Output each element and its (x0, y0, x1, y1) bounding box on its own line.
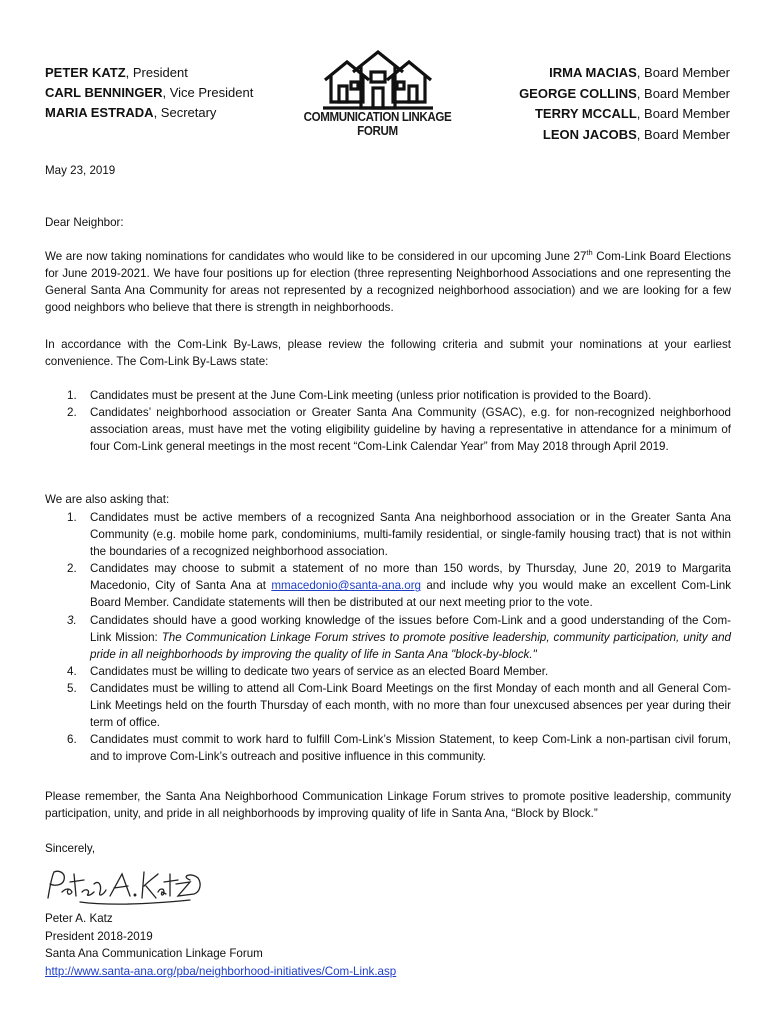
logo-wordmark: COMMUNICATION LINKAGE FORUM (303, 110, 452, 138)
officers-list (45, 63, 253, 123)
list-item: 5. Candidates must be willing to attend all Com-Link Board Meetings on the first Monday of each month and all General Com-Link Meetings held on the fourth Thursday of each month, with no more than four unexcused absences per year during their term of office. (67, 681, 731, 730)
board-member: LEON JACOBS, Board Member (542, 126, 730, 142)
signature-image (40, 862, 210, 910)
signer-title: President 2018-2019 (45, 929, 153, 943)
board-member: GEORGE COLLINS, Board Member (519, 85, 730, 101)
com-link-logo (285, 50, 470, 138)
list-item: 3. Candidates should have a good working knowledge of the issues before Com-Link and a good understanding of the Com-Link Mission: The Communication Linkage Forum strives to promote positive leadership, community participation, unity and pride in all neighborhoods by improving the quality of life in Santa Ana "block-by-block." (67, 613, 731, 661)
organization-name: Santa Ana Communication Linkage Forum (45, 947, 263, 960)
bylaws-list (45, 387, 731, 455)
list-item: 6. Candidates must commit to work hard to fulfill Com-Link’s Mission Statement, to keep Com-Link a non-partisan civil forum, and to improve Com-Link’s outreach and positive influence in this community. (67, 733, 731, 764)
list-item: 1. Candidates must be active members of a recognized Santa Ana neighborhood association or in the Greater Santa Ana Community (e.g. mobile home park, condominiums, multi-family residential, or single-family housing tract) that is not within the boundaries of a recognized neighborhood association. (67, 511, 731, 559)
salutation: Dear Neighbor: (45, 216, 124, 229)
board-member: TERRY MCCALL, Board Member (534, 106, 730, 121)
closing-paragraph: Please remember, the Santa Ana Neighborhood Communication Linkage Forum strives to promote positive leadership, community participation, unity, and pride in all neighborhoods by improving quality of life in Santa Ana, “Block by Block.” (45, 790, 731, 821)
letter-date: May 23, 2019 (45, 164, 116, 177)
officer-president: PETER KATZ, President (45, 65, 188, 80)
mission-statement: The Communication Linkage Forum strives to promote positive leadership, community participation, unity and pride in all neighborhoods by improving the quality of life in Santa Ana "block-by-block." (90, 630, 731, 661)
officer-secretary: MARIA ESTRADA, Secretary (45, 105, 217, 120)
list-item: 2. Candidates may choose to submit a statement of no more than 150 words, by Thursday, June 20, 2019 to Margarita Macedonio, City of Santa Ana at mmacedonio@santa-ana.org and include why you would make an excellent Com-Link Board Member. Candidate statements will then be distributed at our next meeting prior to the vote. (67, 562, 731, 610)
signoff-block (45, 910, 731, 980)
requests-list (45, 509, 731, 765)
intro-paragraph: We are now taking nominations for candidates who would like to be considered in our upcoming June 27th Com-Link Board Elections for June 2019-2021. We have four positions up for election (three representing Neighborhood Associations and one representing the General Santa Ana Community for areas not represented by a recognized neighborhood association) and we are looking for a few good neighbors who believe that there is strength in neighborhoods. (45, 248, 731, 315)
bylaws-intro-paragraph: In accordance with the Com-Link By-Laws, please review the following criteria and submit your nominations at your earliest convenience. The Com-Link By-Laws state: (45, 338, 731, 369)
sincerely: Sincerely, (45, 842, 96, 855)
email-link[interactable]: mmacedonio@santa-ana.org (271, 579, 422, 593)
signer-name: Peter A. Katz (45, 912, 113, 925)
houses-logo-icon (323, 50, 433, 110)
board-member: IRMA MACIAS, Board Member (549, 65, 730, 80)
list-item: 2. Candidates’ neighborhood association or Greater Santa Ana Community (GSAC), e.g. for non-recognized neighborhood association areas, must have met the voting eligibility guideline by having a representative in attendance for a minimum of four Com-Link general meetings in the most recent “Com-Link Calendar Year” from May 2018 through April 2019. (67, 406, 731, 454)
board-members-list (519, 63, 730, 145)
officer-vice-president: CARL BENNINGER, Vice President (45, 85, 254, 100)
list-item: 1. Candidates must be present at the June Com-Link meeting (unless prior notification is provided to the Board). (67, 389, 652, 402)
com-link-website-link[interactable]: http://www.santa-ana.org/pba/neighborhood-initiatives/Com-Link.asp (45, 964, 397, 978)
list-item: 4. Candidates must be willing to dedicate two years of service as an elected Board Member. (67, 664, 549, 678)
requests-intro: We are also asking that: (45, 493, 170, 506)
